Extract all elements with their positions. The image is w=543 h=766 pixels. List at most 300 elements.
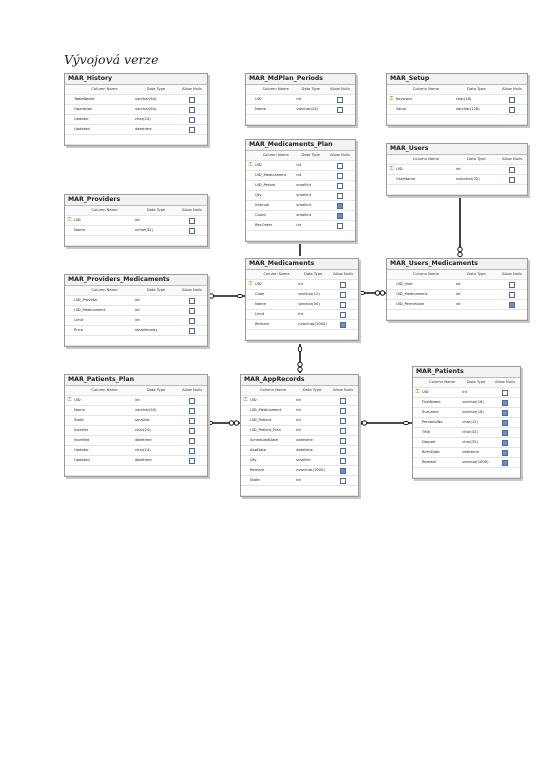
- table-row[interactable]: [65, 95, 207, 105]
- allow-nulls-checkbox[interactable]: [502, 400, 508, 406]
- table-medicaments[interactable]: [245, 258, 359, 341]
- allow-nulls-checkbox[interactable]: [337, 183, 343, 189]
- header-key-cell: [65, 386, 74, 395]
- table-history[interactable]: [64, 73, 208, 146]
- allow-nulls-checkbox[interactable]: [340, 282, 346, 288]
- header-column-name: Column Name: [262, 153, 289, 157]
- allow-nulls-checkbox[interactable]: [189, 398, 195, 404]
- allow-nulls-checkbox[interactable]: [502, 450, 508, 456]
- data-type: char(32): [462, 430, 478, 434]
- allow-nulls-checkbox[interactable]: [502, 430, 508, 436]
- connector-end-many: [298, 362, 302, 371]
- column-name: UID_Provider: [74, 298, 98, 302]
- allow-nulls-checkbox[interactable]: [502, 410, 508, 416]
- row-selector: [387, 290, 396, 299]
- table-row[interactable]: [241, 486, 358, 496]
- row-selector: [241, 476, 250, 485]
- column-name: ScheduledDate: [250, 438, 279, 442]
- allow-nulls-checkbox[interactable]: [189, 298, 195, 304]
- row-selector: [65, 95, 74, 104]
- allow-nulls-checkbox[interactable]: [189, 438, 195, 444]
- table-row[interactable]: [65, 306, 207, 316]
- allow-nulls-checkbox[interactable]: [509, 177, 515, 183]
- table-row[interactable]: [413, 398, 520, 408]
- allow-nulls-cell: [328, 300, 358, 309]
- table-row[interactable]: [241, 446, 358, 456]
- column-header-row: [387, 270, 527, 280]
- allow-nulls-checkbox[interactable]: [189, 127, 195, 133]
- data-type: char(24): [134, 448, 151, 452]
- allow-nulls-cell: [177, 436, 207, 445]
- table-row[interactable]: [241, 476, 358, 486]
- allow-nulls-cell: [497, 95, 527, 104]
- row-selector: [65, 446, 74, 455]
- table-row[interactable]: [413, 388, 520, 398]
- table-row[interactable]: [65, 105, 207, 115]
- header-allow-nulls: Allow Nulls: [501, 87, 523, 91]
- table-row[interactable]: [246, 300, 358, 310]
- row-selector: [413, 448, 422, 457]
- column-name: [255, 231, 296, 240]
- allow-nulls-cell: [325, 231, 355, 240]
- row-selector: [413, 418, 422, 427]
- column-name: Surname: [422, 410, 439, 414]
- row-selector: [246, 290, 255, 299]
- column-name: UID_Patient_Plan: [250, 428, 281, 432]
- data-type: [298, 330, 328, 339]
- table-row[interactable]: [65, 226, 207, 236]
- table-row[interactable]: [387, 115, 527, 125]
- allow-nulls-checkbox[interactable]: [189, 448, 195, 454]
- connector-end-many: [229, 421, 238, 425]
- data-type: char(24): [134, 428, 151, 432]
- allow-nulls-cell: [490, 458, 520, 467]
- data-type: int: [296, 478, 301, 482]
- header-key-cell: [65, 286, 74, 295]
- table-row[interactable]: [413, 428, 520, 438]
- table-row[interactable]: [246, 211, 355, 221]
- connector-end-many: [458, 247, 462, 256]
- allow-nulls-checkbox[interactable]: [337, 107, 343, 113]
- allow-nulls-checkbox[interactable]: [189, 318, 195, 324]
- column-header-row: [246, 270, 358, 280]
- data-type: int: [296, 163, 302, 167]
- table-apprecords[interactable]: [240, 374, 359, 497]
- allow-nulls-cell: [177, 306, 207, 315]
- table-row[interactable]: [246, 231, 355, 241]
- data-type: int: [455, 302, 461, 306]
- allow-nulls-checkbox[interactable]: [189, 328, 195, 334]
- allow-nulls-checkbox[interactable]: [502, 440, 508, 446]
- table-mdplan-periods[interactable]: [245, 73, 356, 126]
- data-type: char(24): [134, 117, 151, 121]
- table-row[interactable]: [65, 316, 207, 326]
- header-data-type: Data Type: [146, 288, 166, 292]
- row-selector: [241, 486, 250, 495]
- table-row[interactable]: [65, 216, 207, 226]
- allow-nulls-cell: [177, 326, 207, 335]
- allow-nulls-checkbox[interactable]: [340, 438, 346, 444]
- allow-nulls-cell: [177, 236, 207, 245]
- allow-nulls-checkbox[interactable]: [340, 302, 346, 308]
- row-selector: [246, 320, 255, 329]
- connector-end-key: [403, 421, 408, 424]
- table-row[interactable]: [413, 418, 520, 428]
- column-name: BirthDate: [422, 450, 440, 454]
- table-row[interactable]: [65, 115, 207, 125]
- primary-key-icon: ⚿: [67, 397, 72, 403]
- table-row[interactable]: [65, 416, 207, 426]
- table-row[interactable]: [246, 320, 358, 330]
- allow-nulls-cell: [497, 310, 527, 319]
- allow-nulls-checkbox[interactable]: [340, 458, 346, 464]
- table-row[interactable]: [246, 95, 355, 105]
- data-type: int: [298, 312, 304, 316]
- column-name: State: [250, 478, 260, 482]
- table-row[interactable]: [65, 236, 207, 246]
- column-name: Updater: [74, 117, 89, 121]
- table-row[interactable]: [246, 330, 358, 340]
- allow-nulls-cell: [328, 396, 358, 405]
- table-providers[interactable]: [64, 194, 208, 247]
- table-row[interactable]: [387, 165, 527, 175]
- table-row[interactable]: [241, 456, 358, 466]
- table-row[interactable]: [241, 406, 358, 416]
- table-providers-medicaments[interactable]: [64, 274, 208, 347]
- header-key-cell: [65, 206, 74, 215]
- header-key-cell: [387, 270, 396, 279]
- data-type: nvarchar(32): [455, 177, 480, 181]
- column-name: UID: [422, 390, 429, 394]
- column-header-row: [65, 85, 207, 95]
- data-type: [135, 135, 177, 144]
- table-row[interactable]: [413, 448, 520, 458]
- row-selector: [246, 171, 255, 180]
- allow-nulls-checkbox[interactable]: [189, 218, 195, 224]
- header-data-type: Data Type: [302, 388, 322, 392]
- table-row[interactable]: [246, 280, 358, 290]
- header-key-cell: [413, 378, 422, 387]
- row-selector: [246, 310, 255, 319]
- allow-nulls-cell: [497, 105, 527, 114]
- table-row[interactable]: [387, 310, 527, 320]
- allow-nulls-checkbox[interactable]: [509, 107, 515, 113]
- column-name: UID_Medicament: [255, 173, 287, 177]
- allow-nulls-checkbox[interactable]: [340, 478, 346, 484]
- allow-nulls-checkbox[interactable]: [189, 308, 195, 314]
- header-data-type: Data Type: [467, 87, 486, 91]
- header-allow-nulls: Allow Nulls: [329, 87, 351, 91]
- allow-nulls-checkbox[interactable]: [189, 228, 195, 234]
- data-type: [456, 115, 497, 124]
- data-type: smallint: [296, 203, 312, 207]
- table-users-medicaments[interactable]: [386, 258, 528, 321]
- data-type: int: [134, 298, 140, 302]
- table-row[interactable]: [65, 436, 207, 446]
- row-selector: [413, 458, 422, 467]
- table-row[interactable]: [65, 406, 207, 416]
- column-name: [74, 466, 135, 475]
- allow-nulls-checkbox[interactable]: [189, 408, 195, 414]
- allow-nulls-cell: [490, 398, 520, 407]
- allow-nulls-cell: [490, 418, 520, 427]
- table-row[interactable]: [65, 396, 207, 406]
- table-row[interactable]: [65, 426, 207, 436]
- header-column-name: Column Name: [412, 272, 439, 276]
- table-title: MAR_Users_Medicaments: [387, 259, 527, 270]
- allow-nulls-cell: [328, 406, 358, 415]
- allow-nulls-checkbox[interactable]: [337, 193, 343, 199]
- column-name: PersonalNo: [422, 420, 443, 424]
- allow-nulls-checkbox[interactable]: [337, 97, 343, 103]
- allow-nulls-checkbox[interactable]: [189, 428, 195, 434]
- header-allow-nulls: Allow Nulls: [332, 272, 354, 276]
- row-selector: [246, 191, 255, 200]
- allow-nulls-cell: [177, 125, 207, 134]
- allow-nulls-cell: [177, 466, 207, 475]
- allow-nulls-checkbox[interactable]: [337, 213, 343, 219]
- allow-nulls-checkbox[interactable]: [340, 418, 346, 424]
- header-allow-nulls: Allow Nulls: [501, 157, 523, 161]
- column-name: [422, 468, 462, 477]
- allow-nulls-cell: [177, 416, 207, 425]
- row-selector: [65, 316, 74, 325]
- allow-nulls-checkbox[interactable]: [509, 302, 515, 308]
- table-row[interactable]: [65, 135, 207, 145]
- table-row[interactable]: [387, 175, 527, 185]
- column-header-row: [65, 286, 207, 296]
- allow-nulls-checkbox[interactable]: [340, 398, 346, 404]
- column-name: UID_Medicament: [74, 308, 106, 312]
- table-title: MAR_Patients: [413, 367, 520, 378]
- allow-nulls-checkbox[interactable]: [340, 322, 346, 328]
- data-type: varchar(12): [298, 292, 320, 296]
- table-users[interactable]: [386, 143, 528, 196]
- column-name: Limit: [74, 318, 84, 322]
- table-title: MAR_Providers_Medicaments: [65, 275, 207, 286]
- data-type: smallint: [134, 418, 150, 422]
- table-row[interactable]: [387, 280, 527, 290]
- column-name: RecOrder: [255, 223, 273, 227]
- allow-nulls-checkbox[interactable]: [509, 167, 515, 173]
- data-type: int: [296, 173, 302, 177]
- row-selector: [65, 226, 74, 235]
- allow-nulls-cell: [328, 486, 358, 495]
- allow-nulls-cell: [177, 95, 207, 104]
- table-row[interactable]: [387, 290, 527, 300]
- allow-nulls-cell: [325, 191, 355, 200]
- allow-nulls-cell: [325, 105, 355, 114]
- data-type: varchar(64): [134, 107, 157, 111]
- table-medicaments-plan[interactable]: [245, 139, 356, 242]
- allow-nulls-cell: [177, 296, 207, 305]
- allow-nulls-cell: [325, 171, 355, 180]
- allow-nulls-cell: [490, 448, 520, 457]
- row-selector: [241, 426, 250, 435]
- table-patients[interactable]: [412, 366, 521, 479]
- data-type: int: [296, 408, 301, 412]
- allow-nulls-cell: [177, 336, 207, 345]
- row-selector: [246, 95, 255, 104]
- column-name: [74, 336, 135, 345]
- header-column-name: Column Name: [91, 288, 118, 292]
- column-name: Name: [74, 228, 85, 232]
- table-row[interactable]: [65, 336, 207, 346]
- row-selector: [65, 236, 74, 245]
- table-row[interactable]: [387, 300, 527, 310]
- table-row[interactable]: [413, 468, 520, 478]
- row-selector: [246, 211, 255, 220]
- table-setup[interactable]: [386, 73, 528, 126]
- allow-nulls-checkbox[interactable]: [189, 117, 195, 123]
- data-type: [135, 236, 177, 245]
- allow-nulls-cell: [177, 406, 207, 415]
- row-selector: [241, 466, 250, 475]
- table-row[interactable]: [246, 115, 355, 125]
- allow-nulls-checkbox[interactable]: [340, 292, 346, 298]
- table-row[interactable]: [65, 125, 207, 135]
- allow-nulls-checkbox[interactable]: [509, 282, 515, 288]
- data-type: char(12): [462, 420, 478, 424]
- table-row[interactable]: [65, 296, 207, 306]
- table-row[interactable]: [387, 95, 527, 105]
- table-row[interactable]: [241, 426, 358, 436]
- allow-nulls-checkbox[interactable]: [340, 468, 346, 474]
- allow-nulls-checkbox[interactable]: [502, 420, 508, 426]
- table-title: MAR_Medicaments_Plan: [246, 140, 355, 151]
- data-type: smallint: [296, 458, 311, 462]
- column-header-row: [65, 386, 207, 396]
- row-selector: [65, 336, 74, 345]
- allow-nulls-checkbox[interactable]: [189, 418, 195, 424]
- data-type: int: [455, 292, 461, 296]
- column-name: UID_User: [396, 282, 413, 286]
- table-row[interactable]: [246, 191, 355, 201]
- column-name: [396, 310, 456, 319]
- column-name: UID: [74, 218, 81, 222]
- table-row[interactable]: [387, 105, 527, 115]
- table-row[interactable]: [241, 416, 358, 426]
- table-row[interactable]: [246, 105, 355, 115]
- table-row[interactable]: [241, 466, 358, 476]
- header-data-type: Data Type: [466, 380, 486, 384]
- column-name: FirstName: [422, 400, 441, 404]
- allow-nulls-checkbox[interactable]: [502, 460, 508, 466]
- row-selector: [241, 406, 250, 415]
- data-type: int: [134, 318, 140, 322]
- allow-nulls-checkbox[interactable]: [502, 390, 508, 396]
- table-row[interactable]: [246, 310, 358, 320]
- table-row[interactable]: [246, 221, 355, 231]
- data-type: smallmoney: [134, 328, 158, 332]
- allow-nulls-cell: [177, 426, 207, 435]
- row-selector: [246, 231, 255, 240]
- row-selector: [65, 115, 74, 124]
- allow-nulls-cell: [328, 330, 358, 339]
- allow-nulls-checkbox[interactable]: [340, 428, 346, 434]
- column-name: [255, 115, 296, 124]
- allow-nulls-cell: [328, 476, 358, 485]
- table-title: MAR_AppRecords: [241, 375, 358, 386]
- allow-nulls-checkbox[interactable]: [509, 97, 515, 103]
- allow-nulls-cell: [325, 181, 355, 190]
- row-selector: [241, 436, 250, 445]
- row-selector: [65, 466, 74, 475]
- data-type: datetime: [296, 448, 313, 452]
- row-selector: [65, 306, 74, 315]
- table-patients-plan[interactable]: [64, 374, 208, 477]
- column-name: UID_Medicament: [396, 292, 428, 296]
- column-name: UserName: [396, 177, 416, 181]
- allow-nulls-checkbox[interactable]: [337, 223, 343, 229]
- table-row[interactable]: [241, 396, 358, 406]
- allow-nulls-cell: [490, 388, 520, 397]
- column-name: Code: [255, 292, 265, 296]
- data-type: datetime: [296, 438, 313, 442]
- data-type: int: [462, 390, 468, 394]
- table-row[interactable]: [246, 181, 355, 191]
- allow-nulls-checkbox[interactable]: [340, 408, 346, 414]
- connector-end-key: [298, 346, 301, 351]
- allow-nulls-checkbox[interactable]: [189, 107, 195, 113]
- allow-nulls-checkbox[interactable]: [509, 292, 515, 298]
- header-data-type: Data Type: [301, 153, 320, 157]
- header-column-name: Column Name: [262, 87, 289, 91]
- allow-nulls-checkbox[interactable]: [189, 458, 195, 464]
- column-name: UID: [255, 163, 262, 167]
- allow-nulls-checkbox[interactable]: [189, 97, 195, 103]
- allow-nulls-cell: [497, 175, 527, 184]
- table-row[interactable]: [413, 408, 520, 418]
- data-type: int: [455, 167, 461, 171]
- table-row[interactable]: [246, 290, 358, 300]
- data-type: [456, 185, 497, 194]
- header-key-cell: [387, 85, 396, 94]
- allow-nulls-checkbox[interactable]: [340, 312, 346, 318]
- row-selector: [65, 135, 74, 144]
- table-title: MAR_Users: [387, 144, 527, 155]
- table-row[interactable]: [65, 326, 207, 336]
- table-row[interactable]: [65, 466, 207, 476]
- table-row[interactable]: [413, 438, 520, 448]
- allow-nulls-cell: [177, 456, 207, 465]
- table-row[interactable]: [387, 185, 527, 195]
- table-row[interactable]: [241, 436, 358, 446]
- allow-nulls-checkbox[interactable]: [337, 163, 343, 169]
- column-name: Limit: [255, 312, 265, 316]
- row-selector: [241, 416, 250, 425]
- allow-nulls-checkbox[interactable]: [340, 448, 346, 454]
- header-key-cell: [246, 151, 255, 160]
- table-row[interactable]: [413, 458, 520, 468]
- table-row[interactable]: [65, 446, 207, 456]
- allow-nulls-checkbox[interactable]: [337, 173, 343, 179]
- allow-nulls-checkbox[interactable]: [337, 203, 343, 209]
- column-name: UID_Medicament: [250, 408, 282, 412]
- row-selector: [246, 181, 255, 190]
- table-row[interactable]: [65, 456, 207, 466]
- allow-nulls-cell: [177, 115, 207, 124]
- table-row[interactable]: [246, 171, 355, 181]
- table-title: MAR_Patients_Plan: [65, 375, 207, 386]
- header-column-name: Column Name: [263, 272, 290, 276]
- primary-key-icon: ⚿: [389, 166, 394, 172]
- column-name: [396, 185, 456, 194]
- table-row[interactable]: [246, 201, 355, 211]
- data-type: int: [134, 218, 140, 222]
- primary-key-icon: ⚿: [243, 397, 248, 403]
- table-row[interactable]: [246, 161, 355, 171]
